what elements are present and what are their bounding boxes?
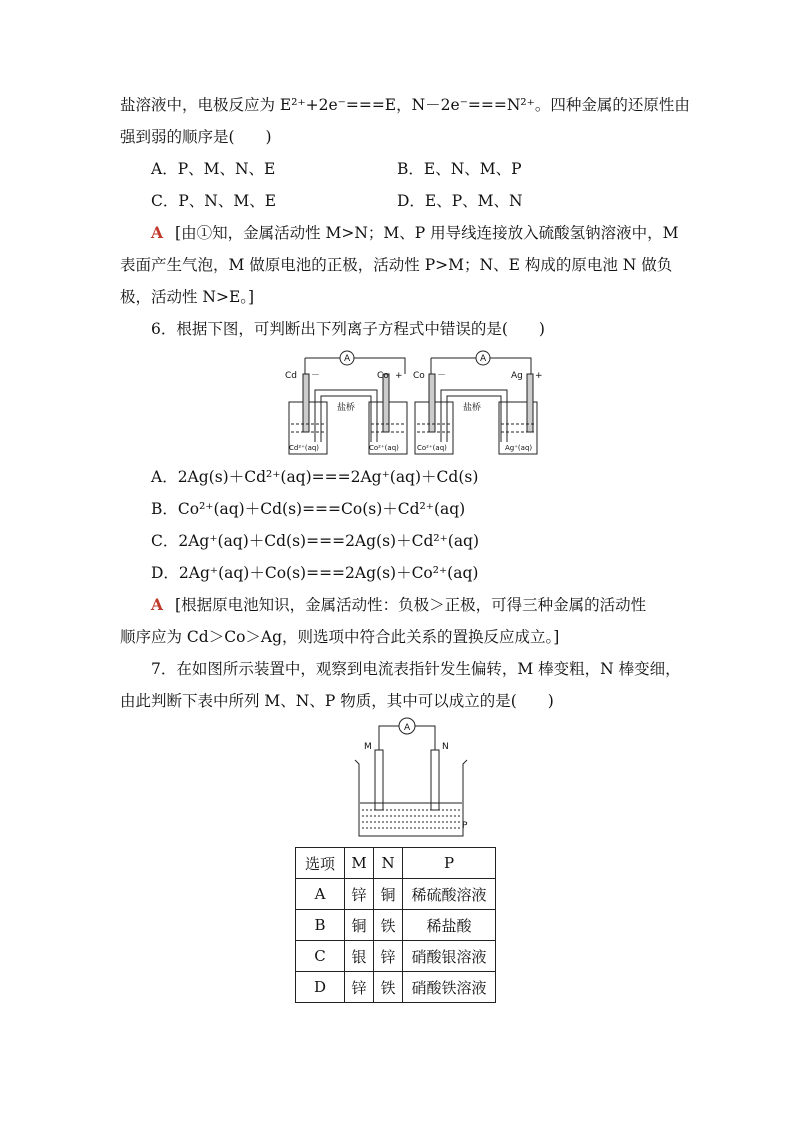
q5-explanation-text: [由①知，金属活动性 M>N；M、P 用导线连接放入硫酸氢钠溶液中，M <box>175 224 679 242</box>
q6-explanation-line2: 顺序应为 Cd＞Co＞Ag，则选项中符合此关系的置换反应成立。] <box>120 628 560 646</box>
table-cell: 锌 <box>345 879 374 910</box>
q6-option-a: A．2Ag(s)＋Cd²⁺(aq)===2Ag⁺(aq)＋Cd(s) <box>151 468 479 486</box>
q6-right-cell-right-electrode: Ag <box>511 371 523 381</box>
q6-option-b: B．Co²⁺(aq)＋Cd(s)===Co(s)＋Cd²⁺(aq) <box>151 500 466 518</box>
q6-answer-letter: A <box>151 595 164 614</box>
q6-right-cell-left-solution: Co²⁺(aq) <box>417 444 447 452</box>
table-header-row <box>296 848 496 879</box>
table-header-p: P <box>403 848 496 879</box>
q5-option-row-2 <box>151 190 523 212</box>
table-cell: 铁 <box>374 910 403 941</box>
table-cell: 硝酸铁溶液 <box>403 972 496 1003</box>
q5-answer-letter: A <box>151 223 164 242</box>
q6-left-cell-right-sign: + <box>395 371 403 381</box>
table-cell: B <box>296 910 345 941</box>
q6-left-ammeter-label: A <box>344 354 351 364</box>
table-cell: D <box>296 972 345 1003</box>
table-cell: 锌 <box>345 972 374 1003</box>
q6-right-cell-right-sign: + <box>535 371 543 381</box>
q6-right-cell-bridge: 盐桥 <box>463 403 482 413</box>
q7-stem-line1: 7．在如图所示装置中，观察到电流表指针发生偏转，M 棒变粗，N 棒变细， <box>151 660 681 678</box>
table-cell: 银 <box>345 941 374 972</box>
q6-explanation-text: [根据原电池知识，金属活动性：负极＞正极，可得三种金属的活动性 <box>175 596 647 614</box>
q5-explanation-line3: 极，活动性 N>E。] <box>120 288 255 306</box>
table-row <box>296 910 496 941</box>
q7-stem-line2: 由此判断下表中所列 M、N、P 物质，其中可以成立的是( ) <box>120 692 554 710</box>
q6-stem: 6．根据下图，可判断出下列离子方程式中错误的是( ) <box>151 320 545 338</box>
q5-line1: 盐溶液中，电极反应为 E²⁺+2e⁻===E，N－2e⁻===N²⁺。四种金属的还原性由 <box>120 96 690 114</box>
q6-left-cell-left-sign: － <box>311 371 321 381</box>
q7-apparatus-figure <box>352 716 482 840</box>
q6-right-cell-left-sign: － <box>437 371 447 381</box>
table-header-option: 选项 <box>296 848 345 879</box>
q6-right-cell-right-solution: Ag⁺(aq) <box>505 444 533 452</box>
table-row <box>296 941 496 972</box>
q6-explanation-line1 <box>151 594 646 616</box>
q6-left-cell-left-electrode: Cd <box>285 371 297 381</box>
q7-ammeter-label: A <box>404 723 411 733</box>
q6-left-cell-right-solution: Co²⁺(aq) <box>369 444 399 452</box>
table-row <box>296 972 496 1003</box>
q5-option-b: B．E、N、M、P <box>397 160 522 178</box>
table-cell: 锌 <box>374 941 403 972</box>
table-row <box>296 879 496 910</box>
q6-left-cell-left-solution: Cd²⁺(aq) <box>289 444 320 452</box>
table-cell: 铜 <box>374 879 403 910</box>
q5-option-d: D．E、P、M、N <box>397 192 523 210</box>
q6-right-cell-left-electrode: Co <box>413 371 425 381</box>
q7-electrode-m-label: M <box>364 742 372 752</box>
table-header-m: M <box>345 848 374 879</box>
q6-left-cell-bridge: 盐桥 <box>337 403 356 413</box>
q5-explanation-line2: 表面产生气泡，M 做原电池的正极，活动性 P>M；N、E 构成的原电池 N 做负 <box>120 256 673 274</box>
q6-left-cell-right-electrode: Co <box>377 371 389 381</box>
q6-option-d: D．2Ag⁺(aq)＋Co(s)===2Ag(s)＋Co²⁺(aq) <box>151 564 479 582</box>
table-cell: 铁 <box>374 972 403 1003</box>
table-cell: 稀硫酸溶液 <box>403 879 496 910</box>
table-cell: 稀盐酸 <box>403 910 496 941</box>
q7-electrode-n-label: N <box>442 742 449 752</box>
q5-option-c: C．P、N、M、E <box>151 192 277 210</box>
q6-option-c: C．2Ag⁺(aq)＋Cd(s)===2Ag(s)＋Cd²⁺(aq) <box>151 532 480 550</box>
q7-options-table <box>295 847 496 1003</box>
q5-line2: 强到弱的顺序是( ) <box>120 128 272 146</box>
q5-explanation-line1 <box>151 222 679 244</box>
q6-right-ammeter-label: A <box>480 354 487 364</box>
table-cell: C <box>296 941 345 972</box>
q6-galvanic-cells-figure <box>285 346 555 458</box>
table-cell: A <box>296 879 345 910</box>
q5-option-a: A．P、M、N、E <box>151 160 276 178</box>
table-cell: 铜 <box>345 910 374 941</box>
table-header-n: N <box>374 848 403 879</box>
q7-solution-p-label: P <box>462 821 468 831</box>
q5-option-row-1 <box>151 158 522 180</box>
table-cell: 硝酸银溶液 <box>403 941 496 972</box>
